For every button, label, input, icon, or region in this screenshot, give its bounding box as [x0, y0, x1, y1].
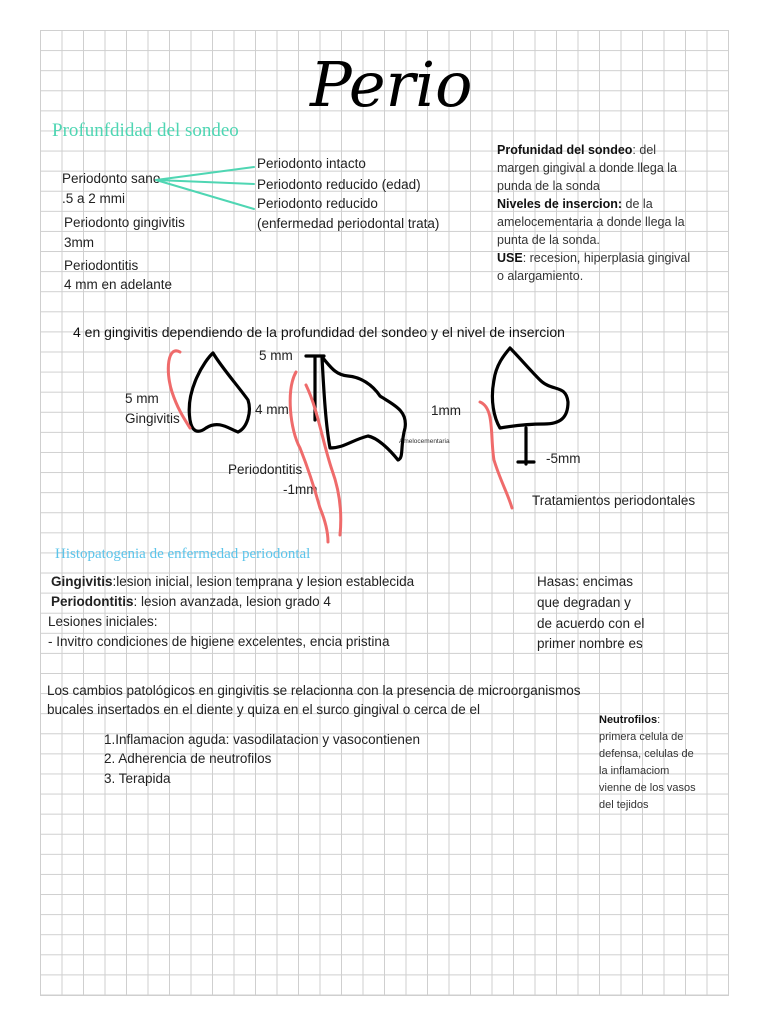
def-line-5: amelocementaria a donde llega la	[497, 215, 685, 229]
paragraph-line-1: Los cambios patológicos en gingivitis se relacionna con la presencia de microorganismos	[47, 683, 581, 698]
label-minus-1mm: -1mm	[283, 482, 318, 497]
def-insercion-rest: de la	[622, 197, 653, 211]
label-minus-5mm: -5mm	[546, 451, 581, 466]
page-title: Perio	[310, 48, 473, 121]
hasas-line-3: de acuerdo con el	[537, 616, 645, 631]
def-line-6: punta de la sonda.	[497, 233, 600, 247]
label-5mm-top: 5 mm	[259, 348, 293, 363]
hasas-line-4: primer nombre es	[537, 636, 643, 651]
value-periodonto-gingivitis: 3mm	[64, 235, 94, 250]
label-amelocementaria: Amelocementaria	[399, 438, 450, 445]
def-line-2: margen gingival a donde llega la	[497, 161, 677, 175]
gum-periodontitis-a	[290, 372, 328, 542]
term-gingivitis: Gingivitis	[51, 574, 113, 589]
hasas-line-1: Hasas: encimas	[537, 574, 634, 589]
label-tratamientos: Tratamientos periodontales	[532, 493, 696, 508]
branch-enfermedad: (enfermedad periodontal trata)	[257, 216, 440, 231]
lesiones-iniciales: Lesiones iniciales:	[48, 614, 158, 629]
neutrofilos-line: vienne de los vasos	[599, 782, 696, 794]
def-sondeo-rest: : del	[632, 143, 657, 157]
label-gingivitis: Gingivitis	[125, 411, 180, 426]
tooth-gingivitis	[189, 353, 249, 432]
value-periodontitis: 4 mm en adelante	[64, 277, 173, 292]
section-heading-histopatogenia: Histopatogenia de enfermedad periodontal	[55, 546, 311, 562]
line-periodontitis	[51, 594, 331, 610]
probe-tratamientos	[518, 428, 534, 464]
def-line-8: o alargamiento.	[497, 269, 584, 283]
def-use-term: USE	[497, 251, 523, 265]
branch-reducido: Periodonto reducido	[257, 196, 378, 211]
neutrofilos-colon: :	[657, 714, 661, 726]
label-1mm: 1mm	[431, 403, 461, 418]
list-item: 1.Inflamacion aguda: vasodilatacion y vasocontienen	[104, 732, 420, 747]
list-item: 2. Adherencia de neutrofilos	[104, 751, 272, 766]
term-periodontitis: Periodontitis	[51, 594, 134, 609]
gum-gingivitis	[168, 351, 190, 428]
def-use-rest: : recesion, hiperplasia gingival	[522, 251, 691, 265]
desc-gingivitis: :lesion inicial, lesion temprana y lesion establecida	[112, 574, 415, 589]
neutrofilos-line: la inflamaciom	[599, 765, 670, 777]
list-item: 3. Terapida	[104, 771, 171, 786]
diagram-caption: 4 en gingivitis dependiendo de la profundidad del sondeo y el nivel de insercion	[73, 324, 565, 340]
value-periodonto-sano: .5 a 2 mmi	[62, 191, 126, 206]
neutrofilos-line: primera celula de	[599, 731, 684, 743]
branch-lines	[156, 167, 254, 209]
def-sondeo-term: Profunidad del sondeo	[497, 143, 633, 157]
def-line-3: punda de la sonda	[497, 179, 600, 193]
tooth-periodontitis	[322, 357, 405, 460]
hasas-line-2: que degradan y	[537, 595, 631, 610]
label-periodontitis: Periodontitis	[64, 258, 139, 273]
label-periodontitis-diagram: Periodontitis	[228, 462, 303, 477]
section-heading-sondeo: Profunfdidad del sondeo	[52, 120, 239, 141]
branch-intacto: Periodonto intacto	[257, 156, 366, 171]
label-periodonto-sano: Periodonto sano	[62, 171, 161, 186]
branch-line-1	[156, 167, 254, 180]
def-insercion-term: Niveles de insercion:	[497, 197, 623, 211]
paragraph-line-2: bucales insertados en el diente y quiza en el surco gingival o cerca de el	[47, 702, 481, 717]
label-periodonto-gingivitis: Periodonto gingivitis	[64, 215, 185, 230]
line-gingivitis	[51, 574, 414, 590]
neutrofilos-note	[599, 712, 696, 814]
invitro-line: - Invitro condiciones de higiene excelentes, encia pristina	[48, 634, 390, 649]
label-4mm: 4 mm	[255, 402, 289, 417]
branch-reducido-edad: Periodonto reducido (edad)	[257, 177, 421, 192]
neutrofilos-line: del tejidos	[599, 799, 649, 811]
neutrofilos-line: defensa, celulas de	[599, 748, 694, 760]
tooth-tratamientos	[492, 348, 568, 428]
neutrofilos-term: Neutrofilos	[599, 714, 658, 726]
label-5mm-left: 5 mm	[125, 391, 159, 406]
desc-periodontitis: : lesion avanzada, lesion grado 4	[133, 594, 331, 609]
